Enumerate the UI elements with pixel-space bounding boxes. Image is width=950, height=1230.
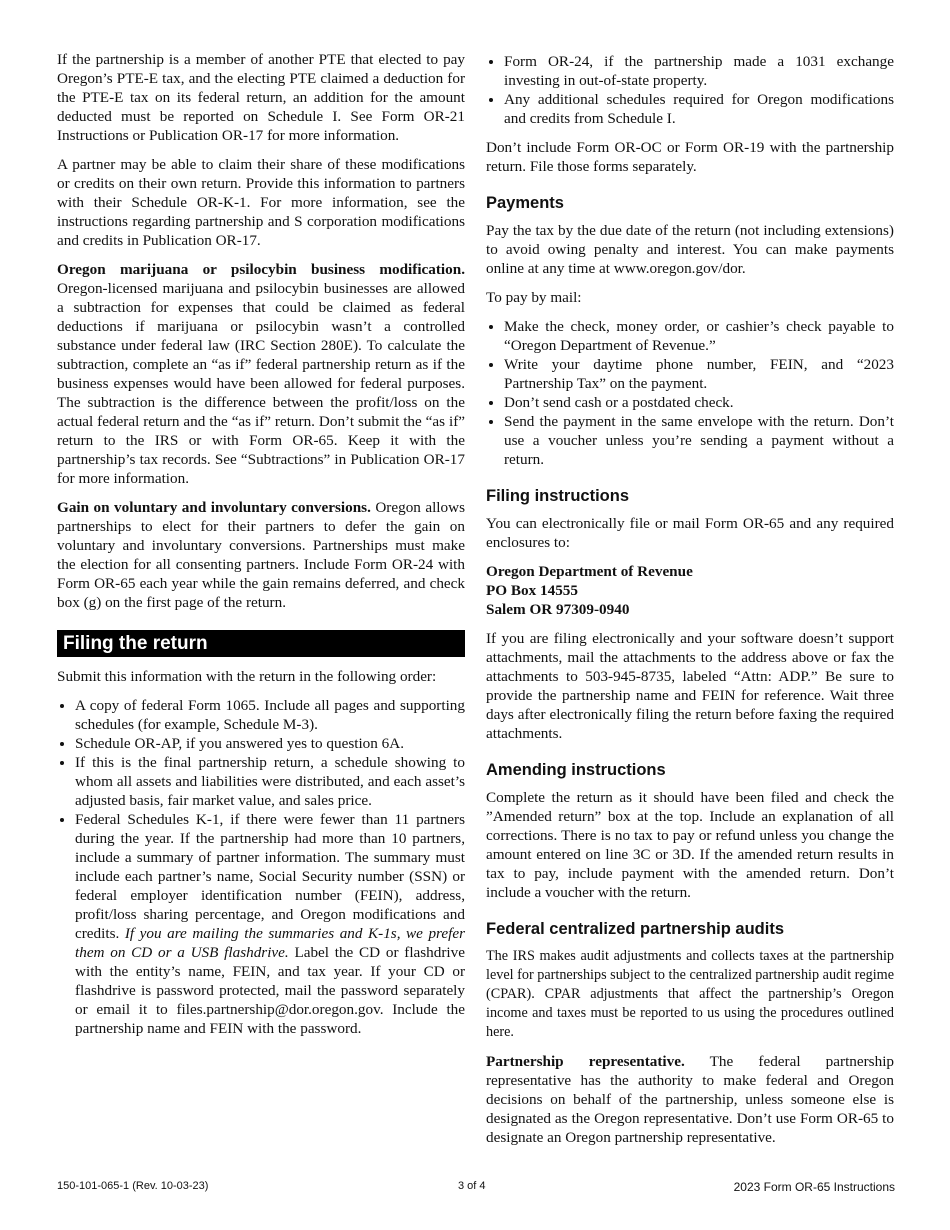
k1-text-2: Label the CD or flashdrive with the entity’s name, FEIN, and tax year. If your CD or flashdrive is password protected, mail the password separately or email it to files.partnership@dor.oregon.gov. Include the partnership name and FEIN with the password. bbox=[75, 944, 465, 1037]
exclude-forms-paragraph: Don’t include Form OR-OC or Form OR-19 with the partnership return. File those forms separately. bbox=[486, 139, 894, 175]
filing-instructions-heading: Filing instructions bbox=[486, 487, 629, 505]
list-item: • Make the check, money order, or cashier’s check payable to “Oregon Department of Revenue.” bbox=[504, 317, 894, 355]
page-number: 3 of 4 bbox=[458, 1180, 486, 1192]
marijuana-text: Oregon-licensed marijuana and psilocybin businesses are allowed a subtraction for expenses that could be claimed as federal deductions if marijuana or psilocybin wasn’t a controlled substance under federal law (IRC Section 280E). To calculate the subtraction, complete an “as if” federal partnership return as if the business expenses would have been allowed for federal purposes. The subtraction is the difference between the profit/loss on the actual federal return and the “as if” return. Don’t submit the “as if” return to the IRS or with Form OR-65. Keep it with the partnership’s tax records. See “Subtractions” in Publication OR-17 for more information. bbox=[57, 280, 465, 487]
pay-by-mail-label: To pay by mail: bbox=[486, 289, 582, 306]
representative-text: The federal partnership representative has the authority to make federal and Oregon decisions on behalf of the partnership, unless someone else is designated as the Oregon representative. Don’t use Form OR-65 to designate an Oregon partnership representative. bbox=[486, 1053, 895, 1146]
amending-heading: Amending instructions bbox=[486, 761, 666, 779]
address-line: Salem OR 97309-0940 bbox=[486, 601, 630, 618]
list-item: • Send the payment in the same envelope with the return. Don’t use a voucher unless you’re sending a payment without a return. bbox=[504, 412, 894, 469]
partner-share-paragraph: A partner may be able to claim their share of these modifications or credits on their own return. Provide this information to partners with their Schedule OR-K-1. For more information, see the instructions regarding partnership and S corporation modifications and credits in Publication OR-17. bbox=[57, 156, 465, 249]
payments-heading: Payments bbox=[486, 194, 564, 212]
conversions-text: Oregon allows partnerships to elect for their partners to defer the gain on voluntary and involuntary conversions. Partnerships must make the election for all consenting partners. Include Form OR-24 with Form OR-65 each year while the gain remains deferred, and check box (g) on the first page of the return. bbox=[57, 499, 465, 611]
payments-paragraph: Pay the tax by the due date of the return (not including extensions) to avoid owing penalty and interest. You can make payments online at any time at www.oregon.gov/dor. bbox=[486, 222, 894, 277]
filing-paragraph: You can electronically file or mail Form OR-65 and any required enclosures to: bbox=[486, 515, 894, 551]
audits-heading: Federal centralized partnership audits bbox=[486, 920, 784, 938]
representative-paragraph bbox=[486, 1052, 894, 1147]
pte-paragraph: If the partnership is a member of another PTE that elected to pay Oregon’s PTE-E tax, and the electing PTE claimed a deduction for the PTE-E tax on its federal return, an addition for the amount deducted must be reported on Schedule I. See Form OR-21 Instructions or Publication OR-17 for more information. bbox=[57, 51, 465, 144]
representative-lead: Partnership representative. bbox=[486, 1053, 685, 1070]
footer-title: 2023 Form OR-65 Instructions bbox=[733, 1180, 895, 1194]
marijuana-lead: Oregon marijuana or psilocybin business modification. bbox=[57, 261, 465, 278]
left-column bbox=[57, 50, 465, 1048]
list-item: • Form OR-24, if the partnership made a 1031 exchange investing in out-of-state property. bbox=[504, 52, 894, 90]
list-item: • Write your daytime phone number, FEIN, and “2023 Partnership Tax” on the payment. bbox=[504, 355, 894, 393]
marijuana-paragraph bbox=[57, 260, 465, 488]
form-number: 150-101-065-1 (Rev. 10-03-23) bbox=[57, 1180, 209, 1192]
conversions-lead: Gain on voluntary and involuntary conversions. bbox=[57, 499, 371, 516]
amending-paragraph: Complete the return as it should have been filed and check the ”Amended return” box at the top. Include an explanation of all corrections. There is no tax to pay or refund unless you change the amount entered on line 3C or 3D. If the amended return results in tax to pay, include payment with the amended return. Don’t include a voucher with the return. bbox=[486, 789, 894, 901]
list-item: • Any additional schedules required for Oregon modifications and credits from Schedule I. bbox=[504, 90, 894, 128]
list-item: • Schedule OR-AP, if you answered yes to question 6A. bbox=[75, 734, 465, 753]
conversions-paragraph bbox=[57, 498, 465, 612]
list-item: • If this is the final partnership return, a schedule showing to whom all assets and liabilities were distributed, and each asset’s adjusted basis, fair market value, and sales price. bbox=[75, 753, 465, 810]
enclosures-list bbox=[486, 52, 894, 128]
right-column bbox=[486, 52, 894, 1157]
submit-order-paragraph: Submit this information with the return in the following order: bbox=[57, 668, 437, 685]
address-line: Oregon Department of Revenue bbox=[486, 563, 693, 580]
audits-paragraph: The IRS makes audit adjustments and collects taxes at the partnership level for partnerships subject to the centralized partnership audit regime (CPAR). CPAR adjustments that affect the partnership’s Oregon income and taxes must be reported to us using the procedures outlined here. bbox=[486, 948, 894, 1040]
mailing-address bbox=[486, 562, 894, 619]
filing-return-heading: Filing the return bbox=[57, 630, 465, 657]
list-item: • A copy of federal Form 1065. Include all pages and supporting schedules (for example, Schedule M-3). bbox=[75, 696, 465, 734]
address-line: PO Box 14555 bbox=[486, 582, 578, 599]
submit-list bbox=[57, 696, 465, 1038]
list-item: • Don’t send cash or a postdated check. bbox=[504, 393, 894, 412]
attachments-paragraph: If you are filing electronically and your software doesn’t support attachments, mail the attachments to the address above or fax the attachments to 503-945-8735, labeled “Attn: ADP.” Be sure to provide the partnership name and FEIN for reference. Wait three days after electronically filing the return before faxing the required attachments. bbox=[486, 630, 894, 742]
k1-text: Federal Schedules K-1, if there were fewer than 11 partners during the year. If the partnership had more than 10 partners, include a summary of partner information. The summary must include each partner’s name, Social Security number (SSN) or federal employer identification number (FEIN), address, profit/loss sharing percentage, and Oregon modifications and credits. bbox=[75, 811, 465, 942]
k1-italic-text: If you are mailing the summaries and K-1s, we prefer them on CD or a USB flashdrive. bbox=[75, 925, 466, 961]
mail-list bbox=[486, 317, 894, 469]
list-item-k1 bbox=[75, 810, 465, 1038]
